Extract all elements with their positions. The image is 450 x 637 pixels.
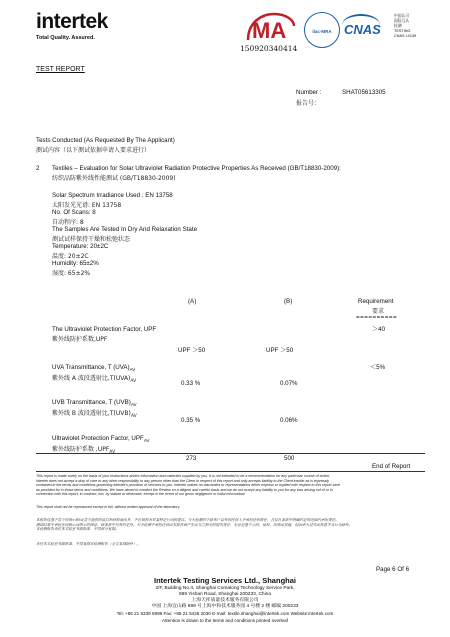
upfav-value-a: 273 [186, 455, 197, 462]
section-title-zh: 纺织品防紫外线性能测试 (GB/T18830-2009) [52, 175, 176, 182]
scans-zh: 自动程序: 8 [52, 219, 84, 226]
column-requirement-zh: 要求 [372, 308, 385, 315]
irradiance: Solar Spectrum Irradiance Used : EN 13758 [52, 192, 173, 199]
cnas-testing-label: 中国认可 国际互认 检测 TESTING CNAS L0139 [394, 14, 417, 38]
reproduce-note: This report shall not be reproduced except in full, without written approval of the laboratory. [36, 505, 181, 509]
upf-label: The Ultraviolet Protection Factor, UPF [52, 326, 157, 333]
report-title: TEST REPORT [36, 66, 85, 73]
uvb-value-a: 0.35 % [181, 417, 201, 424]
disclaimer: This report is made solely on the basis of your instructions and/or information and materials supplied by you. It is not intended to be a recommendation for any particular course of action. Intertek does not accept a duty of care or any other responsibility to any person other than the Client in respect of this report and only accepts liability to the Client insofar as is expressly contained in the terms and conditions governing Intertek's provision of services to you. Intertek makes no warranties or representations either express or implied with respect to this report save as provided for in those terms and conditions. We have aimed to conduct the Review on a diligent and careful basis and we do not accept any liability to you for any loss arising out of or in connection with this report, in contract, tort, by statute or otherwise, except in the event of our gross negligence or wilful misconduct. [36, 474, 341, 497]
attention-note: Attention is drawn to the terms and conditions printed overleaf [162, 618, 288, 623]
intertek-logo: intertek [36, 10, 108, 33]
tests-conducted-zh: 测试内容（以下测试依据申请人要求进行） [36, 147, 151, 154]
upfav-label: Ultraviolet Protection Factor, $UPF_{AV}$ [52, 435, 150, 444]
samples-state: The Samples Are Tested In Dry And Relaxation State [52, 226, 198, 233]
tagline: Total Quality. Assured. [36, 35, 95, 41]
contact-info: Tel: +86 21 5339 5999 Fax: +86 21 5426 2030 E-mail: textile.shanghai@intertek.com Website:intertek.com [116, 611, 334, 616]
upf-value-b: UPF ＞50 [266, 347, 294, 354]
uva-value-a: 0.33 % [181, 380, 201, 387]
upf-value-a: UPF ＞50 [178, 347, 206, 354]
uva-value-b: 0.07% [280, 380, 298, 387]
uvb-value-b: 0.06% [280, 417, 298, 424]
uvb-label: UVB Transmittance, T $(UVB)_{AV}$ [52, 399, 137, 408]
upfav-value-b: 500 [284, 455, 295, 462]
humidity-zh: 湿度: 65±2% [52, 270, 91, 277]
number-label-zh: 报告号： [296, 100, 321, 107]
samples-state-zh: 测试试样保持干燥和松弛状态 [52, 236, 131, 243]
requirement-rule: ========== [356, 314, 398, 321]
company-address: 2/F, Building No.4, Shanghai Comalong Technology Service Park, 889 Yishan Road, Shanghai 200233, China 上海天祥质量技术服务有限公司 中国 上海宜山路 889 号上海中和技术服务园 4 号楼 2 楼 邮编 200233 [151, 586, 299, 609]
column-requirement: Requirement [358, 298, 394, 305]
number-label: Number : [296, 89, 322, 96]
uva-requirement: ＜5% [370, 364, 386, 371]
temperature-zh: 温度: 20±2C [52, 253, 89, 260]
cnas-logo: CNAS [344, 22, 381, 37]
uva-label: UVA Transmittance, T $(UVA)_{AV}$ [52, 364, 136, 373]
company-name: Intertek Testing Services Ltd., Shanghai [154, 576, 296, 585]
svg-text:MA: MA [252, 18, 287, 42]
page-number: Page 6 Of 6 [376, 566, 410, 573]
section-number: 2 [36, 165, 40, 172]
column-b: (B) [284, 298, 293, 305]
upfav-label-zh: 紫外线防护系数 $,UPF_{AV}$ [52, 446, 116, 456]
upf-label-zh: 紫外线防护系数,UPF [52, 336, 108, 343]
ma-seal-icon [238, 12, 296, 42]
footer-note-zh: 未经本实验室书面批准，不得复制本检测报告（全文复制除外）。 [36, 542, 141, 546]
uva-label-zh: 紫外线 A 波段透射比$,T(UVA)_{AV}$ [52, 375, 137, 385]
section-title: Textiles – Evaluation for Solar Ultraviolet Radiation Protective Properties As Received (GB/T18830-2009): [52, 165, 341, 172]
number-value: SHAT05613305 [342, 89, 386, 96]
irradiance-zh: 太阳发光光谱: EN 13758 [52, 202, 122, 209]
humidity: Humidity: 65±2% [52, 260, 99, 267]
column-a: (A) [188, 298, 197, 305]
uvb-label-zh: 紫外线 B 波段透射比$,T(UVB)_{AV}$ [52, 410, 137, 420]
upf-requirement: ＞40 [372, 326, 386, 333]
disclaimer-zh: 本报告仅基于贵方的指示和/或贵方提供的信息和材料而出具，不应被视为对某特定行动的建议。天天检测对于除客户以外的任何人不承担任何责任，且仅在条款中明确约定的范围内承担责任。 测试结果不承担任何默示或明示的保证，除条款中另有约定外。天天检测不承担任何因本报告而产生或与之相关的损失责任，无论是基于合同、侵权、法规或其他，但因重大过失或故意不当行为除外。 本检测报告未经本实验室书面批准，不得部分复制。 [36, 518, 353, 532]
ma-number: 150920340414 [240, 44, 298, 53]
scans: No. Of Scans: 8 [52, 209, 96, 216]
tests-conducted: Tests Conducted (As Requested By The Applicant) [36, 137, 175, 144]
temperature: Temperature: 20±2C [52, 243, 109, 250]
end-of-report: End of Report [372, 463, 411, 470]
